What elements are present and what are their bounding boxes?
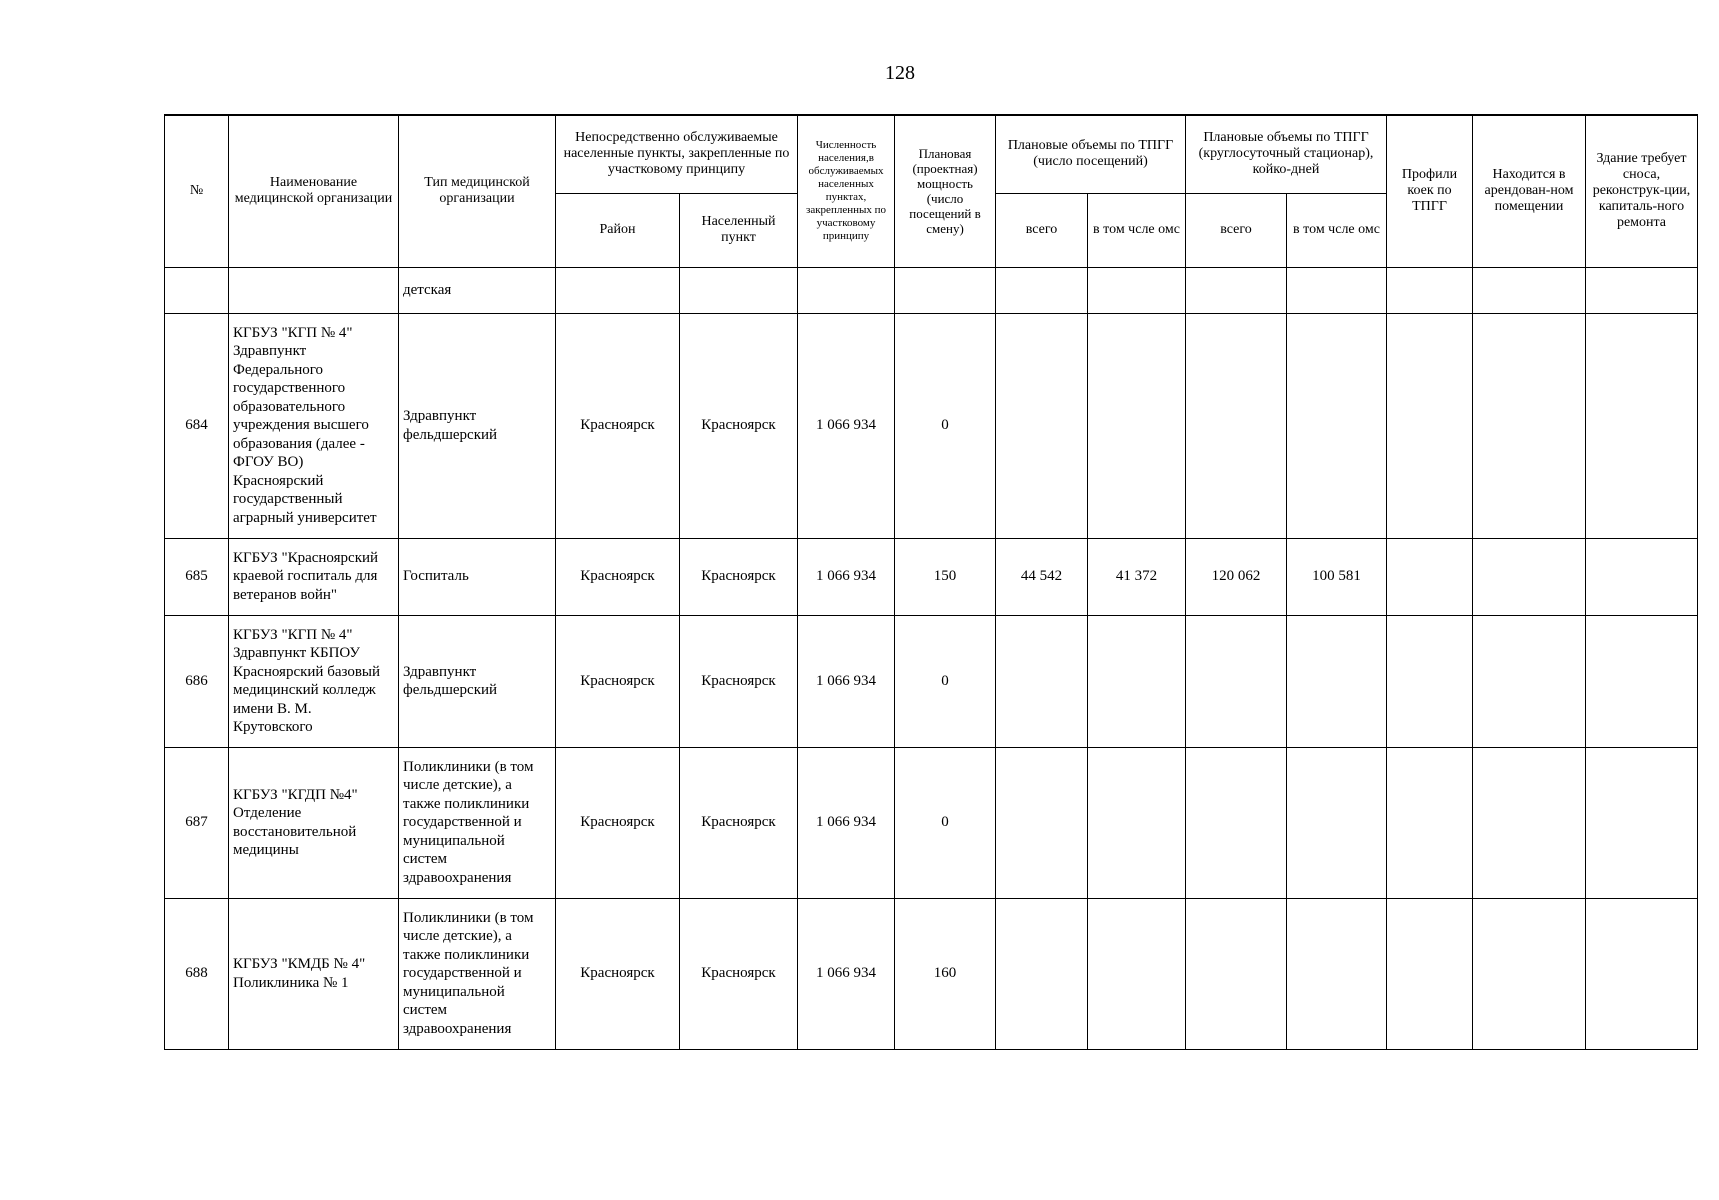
cell-beds-total [1186,898,1287,1049]
cell-beds-oms [1287,898,1387,1049]
header-bed-profiles: Профили коек по ТПГГ [1387,115,1473,267]
cell-population: 1 066 934 [798,747,895,898]
cell-num: 684 [165,313,229,538]
cell-org-name: КГБУЗ "КГДП №4" Отделение восстановительной медицины [229,747,399,898]
header-beds-oms: в том чсле омс [1287,193,1387,267]
header-capacity: Плановая (проектная) мощность (число посещений в смену) [895,115,996,267]
cell-district: Красноярск [556,615,680,747]
table-row [165,538,1698,615]
header-settlement: Населенный пункт [680,193,798,267]
cell-population: 1 066 934 [798,898,895,1049]
cell-empty [556,267,680,313]
cell-empty [1287,267,1387,313]
cell-org-name: КГБУЗ "КМДБ № 4" Поликлиника № 1 [229,898,399,1049]
cell-visits-total: 44 542 [996,538,1088,615]
cell-empty [229,267,399,313]
header-district: Район [556,193,680,267]
cell-empty [1186,267,1287,313]
cell-visits-oms [1088,313,1186,538]
cell-capacity: 150 [895,538,996,615]
cell-org-type: Здравпункт фельдшерский [399,313,556,538]
cell-beds-oms: 100 581 [1287,538,1387,615]
cell-org-type: Здравпункт фельдшерский [399,615,556,747]
cell-capacity: 0 [895,747,996,898]
cell-visits-total [996,615,1088,747]
cell-empty [798,267,895,313]
cell-empty [996,267,1088,313]
cell-visits-oms: 41 372 [1088,538,1186,615]
cell-org-type: Поликлиники (в том числе детские), а также поликлиники государственной и муниципальной систем здравоохранения [399,747,556,898]
header-stationary: Плановые объемы по ТПГГ (круглосуточный стационар), койко-дней [1186,115,1387,193]
cell-rented [1473,898,1586,1049]
header-num: № [165,115,229,267]
cell-capacity: 0 [895,313,996,538]
cell-demolition [1586,313,1698,538]
cell-demolition [1586,747,1698,898]
cell-settlement: Красноярск [680,898,798,1049]
cell-profiles [1387,747,1473,898]
cell-empty [1473,267,1586,313]
cell-num: 685 [165,538,229,615]
cell-rented [1473,615,1586,747]
cell-settlement: Красноярск [680,538,798,615]
header-visits-total: всего [996,193,1088,267]
continuation-row [165,267,1698,313]
cell-demolition [1586,538,1698,615]
cell-district: Красноярск [556,313,680,538]
cell-visits-total [996,747,1088,898]
cell-demolition [1586,898,1698,1049]
table-header [165,115,1698,267]
table-row [165,747,1698,898]
cell-population: 1 066 934 [798,615,895,747]
header-demolition: Здание требует сноса, реконструк-ции, капиталь-ного ремонта [1586,115,1698,267]
cell-rented [1473,747,1586,898]
cell-num: 688 [165,898,229,1049]
cell-capacity: 0 [895,615,996,747]
cell-empty [1088,267,1186,313]
header-population: Численность населения,в обслуживаемых населенных пунктах, закрепленных по участковому принципу [798,115,895,267]
cell-visits-oms [1088,898,1186,1049]
cell-beds-oms [1287,615,1387,747]
header-visits: Плановые объемы по ТПГГ (число посещений) [996,115,1186,193]
cell-profiles [1387,313,1473,538]
cell-visits-total [996,898,1088,1049]
cell-beds-total [1186,313,1287,538]
cell-district: Красноярск [556,898,680,1049]
cell-beds-oms [1287,313,1387,538]
cell-org-name: КГБУЗ "Красноярский краевой госпиталь для ветеранов войн" [229,538,399,615]
cell-district: Красноярск [556,538,680,615]
cell-population: 1 066 934 [798,313,895,538]
page-number: 128 [885,62,915,84]
table-body [165,267,1698,1049]
table-row [165,615,1698,747]
cell-profiles [1387,615,1473,747]
cell-visits-oms [1088,747,1186,898]
table-row [165,898,1698,1049]
cell-district: Красноярск [556,747,680,898]
cell-rented [1473,538,1586,615]
cell-org-name: КГБУЗ "КГП № 4" Здравпункт КБПОУ Красноярский базовый медицинский колледж имени В. М. Крутовского [229,615,399,747]
cell-empty [895,267,996,313]
table-row [165,313,1698,538]
cell-settlement: Красноярск [680,313,798,538]
header-org-type: Тип медицинской организации [399,115,556,267]
cell-visits-total [996,313,1088,538]
cell-visits-oms [1088,615,1186,747]
cell-beds-total [1186,615,1287,747]
header-served-points: Непосредственно обслуживаемые населенные пункты, закрепленные по участковому принципу [556,115,798,193]
cell-empty [680,267,798,313]
cell-num: 687 [165,747,229,898]
cell-profiles [1387,898,1473,1049]
cell-org-name: КГБУЗ "КГП № 4" Здравпункт Федерального государственного образовательного учреждения высшего образования (далее - ФГОУ ВО) Красноярский государственный аграрный университет [229,313,399,538]
cell-num: 686 [165,615,229,747]
cell-profiles [1387,538,1473,615]
cell-capacity: 160 [895,898,996,1049]
cell-settlement: Красноярск [680,615,798,747]
header-org-name: Наименование медицинской организации [229,115,399,267]
cell-org-type: детская [399,267,556,313]
header-beds-total: всего [1186,193,1287,267]
cell-rented [1473,313,1586,538]
cell-population: 1 066 934 [798,538,895,615]
header-visits-oms: в том чсле омс [1088,193,1186,267]
cell-demolition [1586,615,1698,747]
header-rented: Находится в арендован-ном помещении [1473,115,1586,267]
cell-beds-total [1186,747,1287,898]
cell-empty [165,267,229,313]
cell-beds-total: 120 062 [1186,538,1287,615]
cell-org-type: Поликлиники (в том числе детские), а также поликлиники государственной и муниципальной систем здравоохранения [399,898,556,1049]
cell-beds-oms [1287,747,1387,898]
cell-settlement: Красноярск [680,747,798,898]
cell-empty [1387,267,1473,313]
cell-empty [1586,267,1698,313]
cell-org-type: Госпиталь [399,538,556,615]
medical-organizations-table [164,114,1698,1050]
